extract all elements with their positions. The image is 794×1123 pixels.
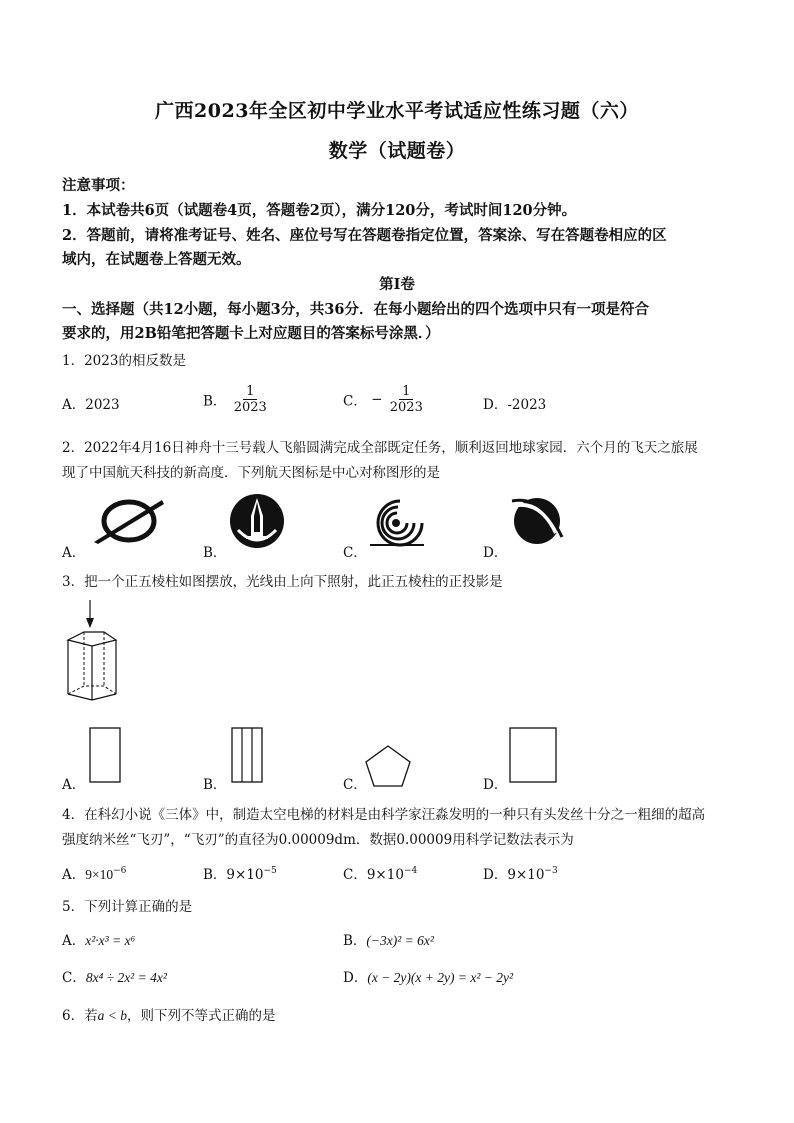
planet-emblem-icon [508, 493, 566, 547]
question-1-option-d: D．-2023 [483, 397, 547, 413]
section-instructions-line-2: 要求的，用2B铅笔把答题卡上对应题目的答案标号涂黑．） [62, 325, 440, 342]
option-d-square-figure [508, 726, 560, 786]
question-4-stem-line-1: 4．在科幻小说《三体》中，制造太空电梯的材料是由科学家汪淼发明的一种只有头发丝十分之一粗细的超高 [62, 807, 706, 823]
math-expression: x²·x³ = x⁶ [85, 933, 136, 948]
question-3-label-d: D． [483, 777, 508, 793]
fraction: $\frac{1}{2023}$ [389, 384, 423, 415]
question-4-option-d: D．$9\times 10^{-3}$ [483, 866, 558, 883]
question-2-label-c: C． [343, 545, 367, 561]
volume-heading: 第Ⅰ卷 [379, 276, 415, 293]
question-5-option-b: B．(−3x)² = 6x² [343, 933, 434, 949]
question-6-stem: 6．若a < b，则下列不等式正确的是 [62, 1008, 276, 1024]
pentagonal-prism-figure [60, 598, 124, 706]
question-2-label-a: A． [62, 545, 86, 561]
page-subtitle: 数学（试题卷） [328, 140, 466, 162]
question-3-stem: 3．把一个正五棱柱如图摆放，光线由上向下照射，此正五棱柱的正投影是 [62, 574, 503, 590]
page-title: 广西2023年全区初中学业水平考试适应性练习题（六） [155, 100, 639, 122]
rocket-emblem-icon [228, 492, 286, 550]
question-5-option-c: C．8x⁴ ÷ 2x² = 4x² [62, 970, 167, 986]
question-5-option-a: A．x²·x³ = x⁶ [62, 933, 136, 949]
question-4-stem-line-2: 强度纳米丝“飞刃”，“飞刃”的直径为0.00009dm．数据0.00009用科学记数法表示为 [62, 832, 574, 848]
math-expression: (x − 2y)(x + 2y) = x² − 2y² [367, 970, 514, 985]
question-5-stem: 5．下列计算正确的是 [62, 899, 193, 915]
orbit-emblem-icon [92, 496, 166, 546]
notes-item-2-line-2: 域内，在试题卷上答题无效。 [62, 251, 251, 268]
notes-item-2-line-1: 2．答题前，请将准考证号、姓名、座位号写在答题卷指定位置，答案涂、写在答题卷相应的区 [62, 227, 667, 244]
question-3-label-b: B． [203, 777, 227, 793]
notes-item-1: 1．本试卷共6页（试题卷4页，答题卷2页），满分120分，考试时间120分钟。 [62, 202, 577, 219]
question-4-option-a: A．$9\times 10^{-6}$ [62, 866, 127, 883]
question-2-stem-line-1: 2．2022年4月16日神舟十三号载人飞船圆满完成全部既定任务，顺利返回地球家园．六个月的飞天之旅展 [62, 440, 698, 456]
option-c-pentagon-figure [364, 744, 414, 790]
question-3-label-c: C． [343, 777, 367, 793]
math-expression: 8x⁴ ÷ 2x² = 4x² [85, 970, 167, 985]
arc-emblem-icon [366, 493, 428, 549]
question-1-option-c: C． − $\frac{1}{2023}$ [343, 384, 426, 415]
option-a-value: 2023 [85, 397, 120, 413]
option-b-split-rectangle-figure [230, 726, 266, 786]
question-4-option-c: C．$9\times 10^{-4}$ [343, 866, 418, 883]
question-1-option-b: B． $\frac{1}{2023}$ [203, 384, 270, 415]
question-2-stem-line-2: 现了中国航天科技的新高度．下列航天图标是中心对称图形的是 [62, 465, 440, 481]
notes-heading: 注意事项： [62, 177, 135, 194]
question-4-option-b: B．$9\times 10^{-5}$ [203, 866, 277, 883]
question-2-label-d: D． [483, 545, 508, 561]
section-instructions-line-1: 一、选择题（共12小题，每小题3分，共36分．在每小题给出的四个选项中只有一项是符合 [62, 301, 649, 318]
question-1-option-a: A．2023 [62, 397, 120, 413]
question-3-label-a: A． [62, 777, 86, 793]
option-a-rectangle-figure [88, 726, 124, 786]
question-2-label-b: B． [203, 545, 227, 561]
math-expression: a < b [97, 1008, 127, 1023]
math-expression: (−3x)² = 6x² [366, 933, 434, 948]
question-1-stem: 1．2023的相反数是 [62, 353, 186, 369]
question-5-option-d: D．(x − 2y)(x + 2y) = x² − 2y² [343, 970, 514, 986]
fraction: $\frac{1}{2023}$ [233, 384, 267, 415]
